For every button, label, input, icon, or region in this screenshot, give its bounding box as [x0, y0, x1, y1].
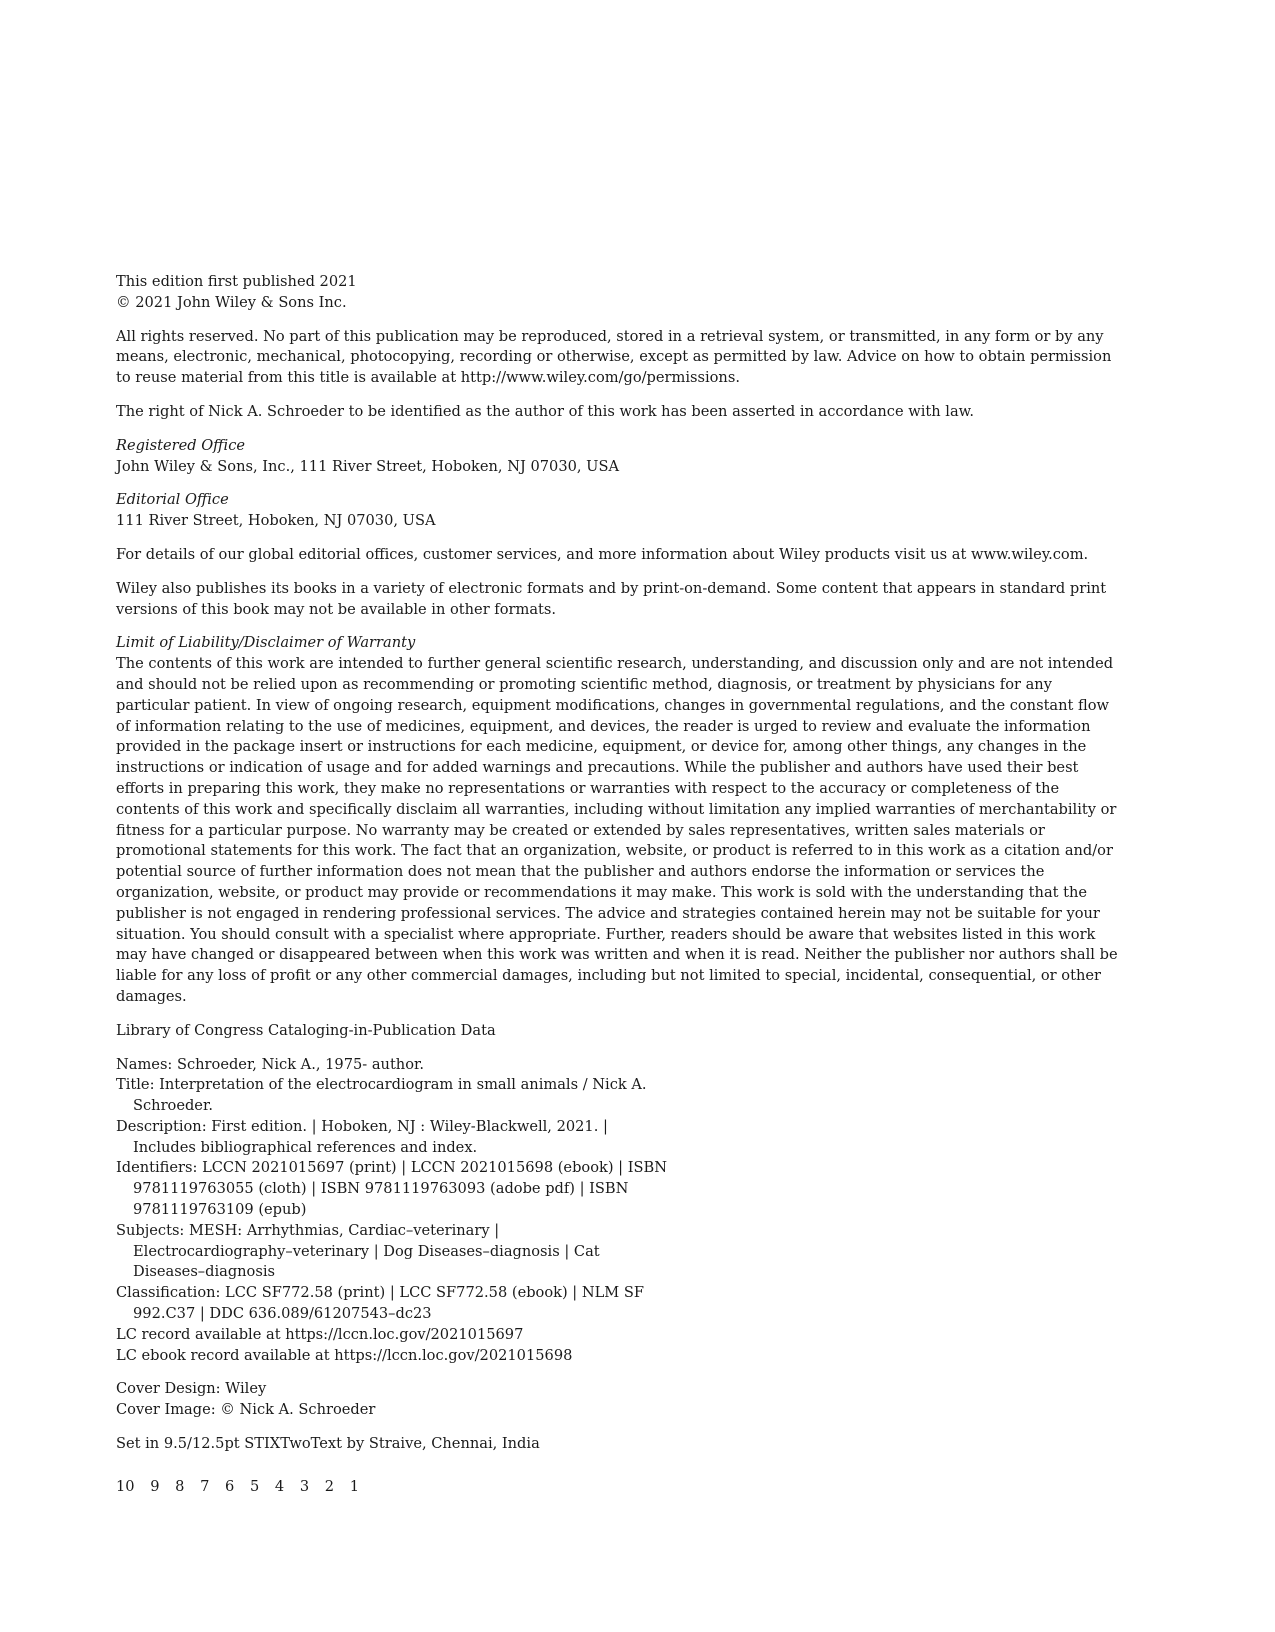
printer-key-number: 1 [349, 1478, 360, 1495]
cip-title-cont: Schroeder. [133, 1097, 213, 1115]
printer-key-line [116, 1477, 370, 1498]
printer-key-number: 5 [249, 1478, 260, 1495]
copyright-page [116, 272, 1126, 1455]
cip-subjects-cont: Diseases–diagnosis [133, 1263, 275, 1281]
editorial-office-address: 111 River Street, Hoboken, NJ 07030, USA [116, 512, 436, 530]
cip-description-cont: Includes bibliographical references and index. [133, 1138, 478, 1156]
cip-lc-record: LC record available at https://lccn.loc.gov/2021015697 [116, 1325, 524, 1343]
disclaimer-heading: Limit of Liability/Disclaimer of Warranty [116, 634, 416, 652]
printer-key-number: 9 [150, 1478, 160, 1495]
offices-details-paragraph: For details of our global editorial offices, customer services, and more information about Wiley products visit us at www.wiley.com. [116, 545, 1089, 563]
cip-title: Title: Interpretation of the electrocardiogram in small animals / Nick A. [116, 1076, 647, 1094]
cip-block [116, 1055, 667, 1367]
registered-office-address: John Wiley & Sons, Inc., 111 River Street, Hoboken, NJ 07030, USA [116, 457, 619, 475]
cip-heading: Library of Congress Cataloging-in-Publication Data [116, 1021, 496, 1039]
printer-key-number: 7 [200, 1478, 210, 1495]
editorial-office-heading: Editorial Office [116, 491, 229, 509]
cip-identifiers-cont: 9781119763055 (cloth) | ISBN 9781119763093 (adobe pdf) | ISBN [133, 1180, 629, 1198]
cip-classification-cont: 992.C37 | DDC 636.089/61207543–dc23 [133, 1305, 432, 1323]
cip-lc-ebook-record: LC ebook record available at https://lccn.loc.gov/2021015698 [116, 1346, 573, 1364]
author-right-paragraph: The right of Nick A. Schroeder to be identified as the author of this work has been asserted in accordance with law. [116, 402, 975, 420]
registered-office-heading: Registered Office [116, 436, 245, 454]
printer-key-number: 2 [324, 1478, 335, 1495]
printer-key-number: 8 [175, 1478, 185, 1495]
rights-reserved-paragraph: All rights reserved. No part of this publication may be reproduced, stored in a retrieval system, or transmitted, in any form or by any means, electronic, mechanical, photocopying, recording or otherwise, except as permitted by law. Advice on how to obtain permission to reuse material from this title is available at http://www.wiley.com/go/permissions. [116, 327, 1112, 387]
typeset-note: Set in 9.5/12.5pt STIXTwoText by Straive, Chennai, India [116, 1435, 540, 1453]
copyright-line: © 2021 John Wiley & Sons Inc. [116, 293, 347, 311]
first-published-line: This edition first published 2021 [116, 273, 357, 290]
printer-key-number: 3 [299, 1478, 310, 1495]
cip-identifiers-cont: 9781119763109 (epub) [133, 1201, 307, 1219]
printer-key-number: 10 [116, 1478, 135, 1495]
formats-paragraph: Wiley also publishes its books in a variety of electronic formats and by print-on-demand. Some content that appears in standard print versions of this book may not be available in other formats. [116, 579, 1107, 618]
cip-classification: Classification: LCC SF772.58 (print) | LCC SF772.58 (ebook) | NLM SF [116, 1284, 645, 1302]
cip-subjects: Subjects: MESH: Arrhythmias, Cardiac–veterinary | [116, 1221, 500, 1239]
cip-identifiers: Identifiers: LCCN 2021015697 (print) | LCCN 2021015698 (ebook) | ISBN [116, 1159, 667, 1177]
cover-image-credit: Cover Image: © Nick A. Schroeder [116, 1401, 376, 1419]
printer-key-number: 4 [274, 1478, 285, 1495]
cip-names: Names: Schroeder, Nick A., 1975- author. [116, 1055, 425, 1073]
cip-description: Description: First edition. | Hoboken, NJ : Wiley-Blackwell, 2021. | [116, 1117, 608, 1135]
cover-design: Cover Design: Wiley [116, 1380, 267, 1398]
printer-key-number: 6 [225, 1478, 235, 1495]
cip-subjects-cont: Electrocardiography–veterinary | Dog Diseases–diagnosis | Cat [133, 1242, 600, 1260]
disclaimer-body: The contents of this work are intended to further general scientific research, understanding, and discussion only and are not intended and should not be relied upon as recommending or promoting scientific method, diagnosis, or treatment by physicians for any particular patient. In view of ongoing research, equipment modifications, changes in governmental regulations, and the constant flow of information relating to the use of medicines, equipment, and devices, the reader is urged to review and evaluate the information provided in the package insert or instructions for each medicine, equipment, or device for, among other things, any changes in the instructions or indication of usage and for added warnings and precautions. While the publisher and authors have used their best efforts in preparing this work, they make no representations or warranties with respect to the accuracy or completeness of the contents of this work and specifically disclaim all warranties, including without limitation any implied warranties of merchantability or fitness for a particular purpose. No warranty may be created or extended by sales representatives, written sales materials or promotional statements for this work. The fact that an organization, website, or product is referred to in this work as a citation and/or potential source of further information does not mean that the publisher and authors endorse the information or services the organization, website, or product may provide or recommendations it may make. This work is sold with the understanding that the publisher is not engaged in rendering professional services. The advice and strategies contained herein may not be suitable for your situation. You should consult with a specialist where appropriate. Further, readers should be aware that websites listed in this work may have changed or disappeared between when this work was written and when it is read. Neither the publisher nor authors shall be liable for any loss of profit or any other commercial damages, including but not limited to special, incidental, consequential, or other damages. [116, 655, 1118, 1005]
